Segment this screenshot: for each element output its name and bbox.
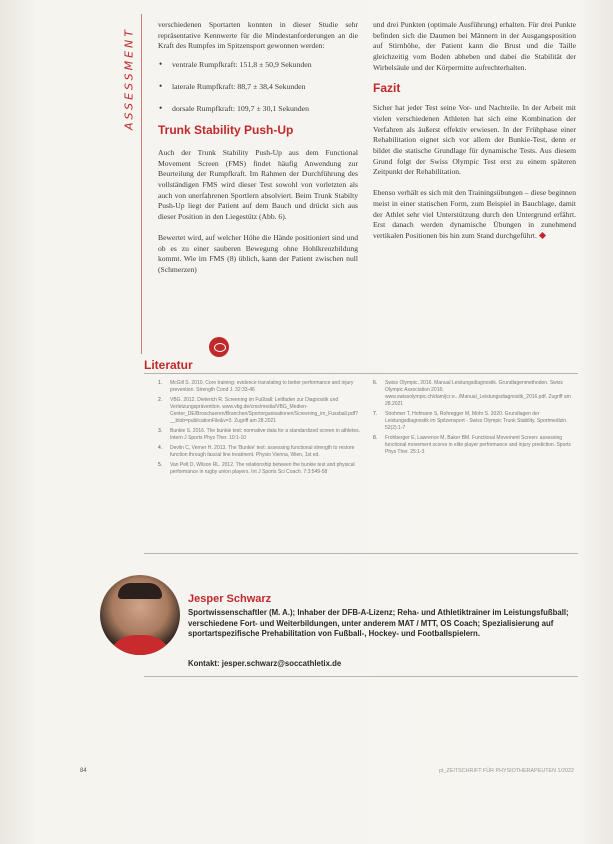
reference-item: [158, 445, 368, 459]
reference-number: 2.: [158, 397, 163, 403]
bullet-item: • dorsale Rumpfkraft: 109,7 ± 30,1 Sekunden: [158, 104, 358, 115]
right-column: [373, 20, 576, 242]
left-para-1: Auch der Trunk Stability Push-Up aus dem Functional Movement Screen (FMS) findet häufig Anwendung zur Beurteilung der Rumpfkraft. Im Rahmen der Durchführung des vollständigen FMS wird dieser Test sowohl von vorletzten als auch von unerfahrenen Sportlern absolviert. Beim Trunk Stabilty Push-Up liegt der Patient auf dem Bauch und drückt sich aus dieser Position in den Liegestütz (Abb. 6).: [158, 147, 358, 222]
section-label: [118, 20, 140, 150]
bullet-item: • ventrale Rumpfkraft: 151,8 ± 50,9 Sekunden: [158, 60, 358, 71]
reference-item: [158, 380, 368, 394]
magazine-footer: pt_ZEITSCHRIFT FÜR PHYSIOTHERAPEUTEN 1/2022: [439, 768, 574, 774]
author-separator-top: [144, 553, 578, 554]
reference-item: [158, 428, 368, 442]
reference-text: Van Pelt D, Wilson RL. 2012. The relationship between the bunkie test and physical performance in rugby union players. Int J Sports Sci Coach. 7:3:549-58: [170, 462, 355, 475]
bullet-item: • laterale Rumpfkraft: 88,7 ± 38,4 Sekunden: [158, 82, 358, 93]
left-para-2: Bewertet wird, auf welcher Höhe die Hände positioniert sind und ob es zu einer sauberen Bewegung ohne Hohlkreuzbildung kommt. Wie im FMS (8) üblich, kann der Patient zwischen null (Schmerzen): [158, 232, 358, 274]
reference-text: Frohberger E, Lawrence M, Baker BM. Functional Movement Screen: assessing functional movement scores in elite player performance and injury prediction. Sports Phys Ther. 25:1-3: [385, 435, 571, 455]
section-label-text: ASSESSMENT: [122, 27, 136, 131]
reference-number: 3.: [158, 428, 163, 434]
reference-item: [373, 411, 578, 432]
fazit-heading: Fazit: [373, 80, 401, 95]
avatar-hair: [118, 583, 162, 599]
reference-number: 7.: [373, 411, 378, 417]
literature-heading: Literatur: [144, 358, 193, 372]
author-avatar: [100, 575, 180, 655]
bullet-list: [158, 60, 358, 114]
reference-item: [373, 380, 578, 408]
end-mark-icon: [539, 232, 546, 239]
reference-item: [158, 462, 368, 476]
author-separator-bottom: [144, 676, 578, 677]
literature-left: [158, 380, 368, 479]
section-heading: Trunk Stability Push-Up: [158, 123, 294, 138]
avatar-shirt: [106, 635, 174, 655]
literature-right: [373, 380, 578, 459]
reference-text: Strohmer T, Hofmann S, Rohregger M, Mohr S. 2020. Grundlagen der Leistungsdiagnostik im Spitzensport - Swiss Olympic Trunk Stability. Sportmedizin. 52(2):1-7: [385, 411, 568, 431]
reference-text: Swiss Olympic. 2016. Manual Leistungsdiagnostik. Grundlagenmethoden. Swiss Olympic Association 2016; www.swissolympic.ch/dam/jcr:e.../Manual_Leistungsdiagnostik_2016.pdf. Zugriff am 28.2021: [385, 380, 571, 407]
right-para-3: [373, 188, 576, 242]
author-contact: Kontakt: jesper.schwarz@soccathletix.de: [188, 659, 342, 668]
author-bio: Sportwissenschaftler (M. A.); Inhaber der DFB-A-Lizenz; Reha- und Athletiktrainer im Leistungsfußball; verschiedene Fort- und Weiterbildungen, unter anderem MAT / MTT, OS Coach; Spezialisierung auf sportartspezifische Prehabilitation von Fußball-, Hockey- und Footballspielern.: [188, 608, 569, 639]
reference-item: [158, 397, 368, 425]
reference-number: 1.: [158, 380, 163, 386]
left-intro: verschiedenen Sportarten konnten in dieser Studie sehr repräsentative Kennwerte für die Mindestanforderungen an die Kraft des Rumpfes im Spitzensport gewonnen werden:: [158, 20, 358, 51]
reference-text: VBG. 2012. Dieterich R. Screening im Fußball: Leitfaden zur Diagnostik und Verletzungsprävention. www.vbg.de/cms/media/VBG_Medien-Center_DE/Broschueren/Branchen/Sportorganisationen/Screening_im_Fussball.pdf?__blob=publicationFile&v=3. Zugriff am 28.2021: [170, 397, 358, 424]
reference-item: [373, 435, 578, 456]
reference-number: 5.: [158, 462, 163, 468]
reference-text: McGill S. 2010. Core training: evidence translating to better performance and injury prevention. Strength Cond J. 32:33-46: [170, 380, 354, 393]
right-para-1: und drei Punkten (optimale Ausführung) erhalten. Für drei Punkte befinden sich die Daumen bei Männern in der Ausgangsposition auf Stirnhöhe, der Patient kann die Brust und die Taille gleichzeitig vom Boden abheben und dabei die Stabilität der Wirbelsäule und der Körpermitte aufrechterhalten.: [373, 20, 576, 72]
page-number: 84: [80, 768, 87, 774]
reference-number: 6.: [373, 380, 378, 386]
literature-rule: [144, 373, 578, 374]
reference-number: 8.: [373, 435, 378, 441]
author-name: Jesper Schwarz: [188, 593, 272, 605]
right-para-3-text: Ebenso verhält es sich mit den Trainingsübungen – diese beginnen meist in einer statischen Form, zum Beispiel in Bauchlage, damit der Athlet sehr viel Unterstützung durch den Untergrund erfährt. Erst danach werden dynamische Übungen in zunehmend vertikalen Positionen bis hin zum Stand durchgeführt.: [373, 188, 576, 240]
left-column: [158, 20, 358, 276]
reference-text: Bunkie S. 2016. The bunkie test: normative data for a standardized screen in athletes. Intern J Sports Phys Ther. 10:1-10: [170, 428, 361, 441]
section-divider-icon: [209, 337, 229, 357]
reference-number: 4.: [158, 445, 163, 451]
right-para-2: Sicher hat jeder Test seine Vor- und Nachteile. In der Arbeit mit vielen verschiedenen Athleten hat sich eine Kombination der Verfahren als äußerst effektiv erwiesen. In der Frühphase einer Rehabilitation eignet sich vor allem der Bunkie-Test, denn er bildet die statische Grundlage für dynamische Tests. Aus diesem Grund folgt der Swiss Olympic Test erst zu einem späteren Zeitpunkt der Rehabilitation.: [373, 103, 576, 177]
section-rule: [141, 14, 142, 354]
reference-text: Devlin C, Verner H. 2013. The 'Bunkie' test: assessing functional strength to restore function through fascial line treatment. Physio Vienna, Wien, 1st ed.: [170, 445, 355, 458]
